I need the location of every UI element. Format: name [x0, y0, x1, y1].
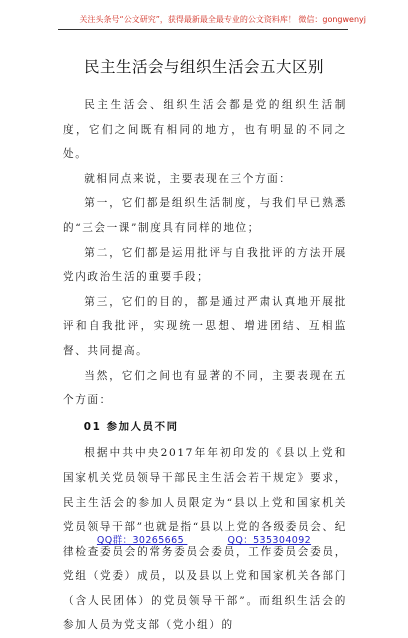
paragraph: 就相同点来说，主要表现在三个方面：	[84, 172, 292, 185]
paragraph: 第三，它们的目的，都是通过严肃认真地开展批评和自我批评，实现统一思想、增进团结、互相监督、共同提高。	[63, 295, 347, 357]
document-title: 民主生活会与组织生活会五大区别	[83, 58, 324, 76]
section-heading: 01 参加人员不同	[83, 420, 179, 433]
paragraph: 民主生活会、组织生活会都是党的组织生活制度，它们之间既有相同的地方，也有明显的不同之处。	[63, 99, 347, 161]
document-body	[63, 93, 347, 638]
paragraph: 第一，它们都是组织生活制度，与我们早已熟悉的“三会一课”制度具有同样的地位；	[63, 197, 347, 234]
footer-contact	[0, 535, 408, 547]
paragraph: 当然，它们之间也有显著的不同，主要表现在五个方面：	[63, 369, 347, 407]
qq-group-link[interactable]: QQ群：30265665	[96, 535, 185, 546]
qq-contact-link[interactable]: QQ：535304092	[227, 535, 312, 546]
paragraph: 第二，它们都是运用批评与自我批评的方法开展党内政治生活的重要手段；	[63, 246, 347, 284]
header-divider	[58, 29, 348, 30]
header-notice: 关注头条号“公文研究”，获得最新最全最专业的公文资料库！ 微信：gongwenyj	[79, 15, 366, 24]
paragraph: 根据中共中央2017年年初印发的《县以上党和国家机关党员领导干部民主生活会若干规定》要求，民主生活会的参加人员限定为“县以上党和国家机关党员领导干部”也就是指“县以上党的各级委员会、纪律检查委员会的常务委员会委员，工作委员会委员，党组（党委）成员，以及县以上党和国家机关各部门（含人民团体）的党员领导干部”。而组织生活会的参加人员为党支部（党小组）的	[63, 447, 347, 632]
